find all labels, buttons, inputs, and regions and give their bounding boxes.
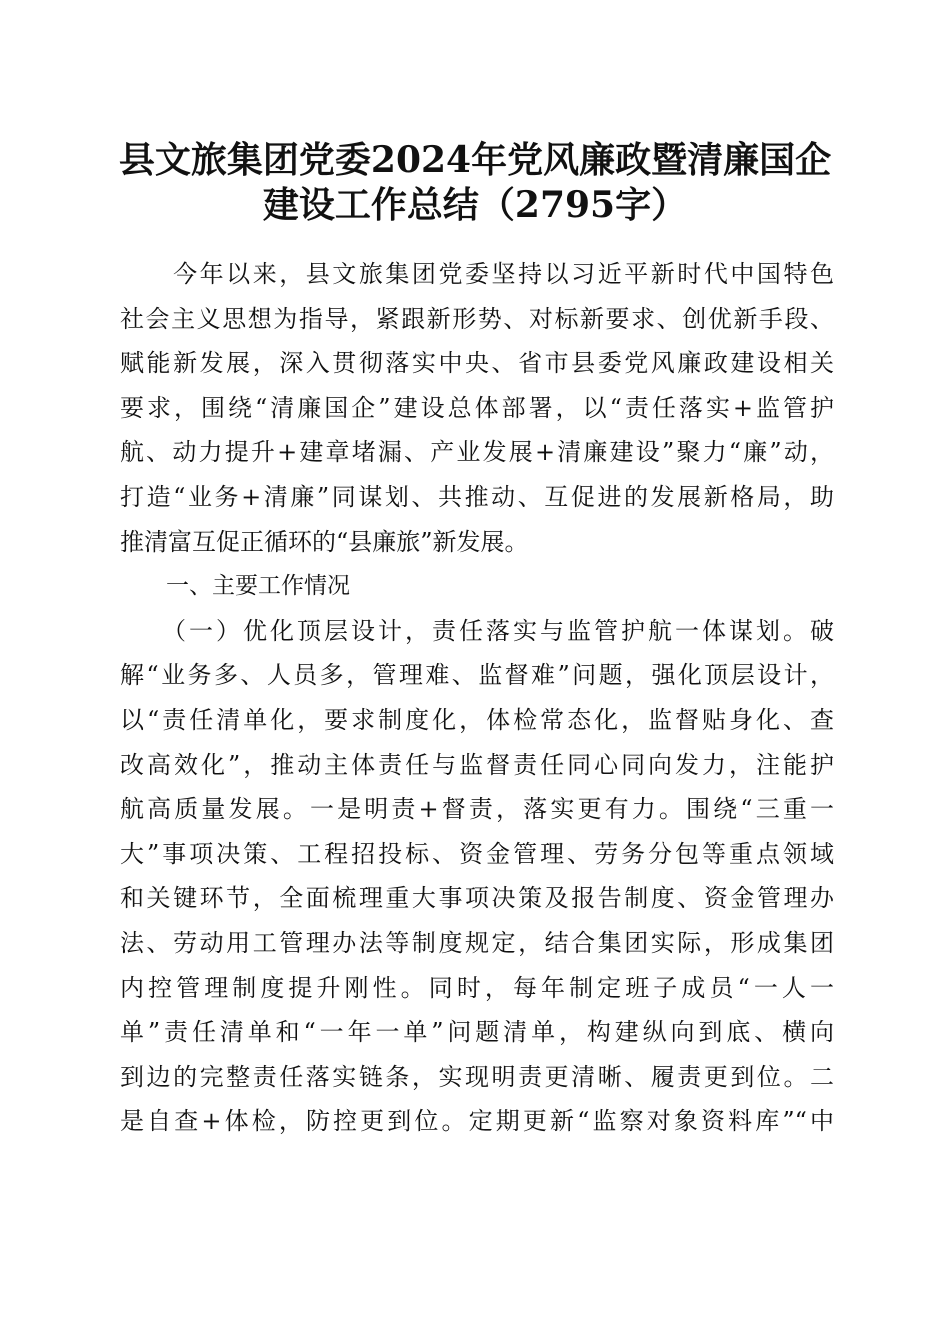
body-line: 和关键环节，全面梳理重大事项决策及报告制度、资金管理办 [120, 884, 834, 913]
body-line: 打造“业务+清廉”同谋划、共推动、互促进的发展新格局，助 [120, 482, 834, 511]
body-line: 今年以来，县文旅集团党委坚持以习近平新时代中国特色 [120, 260, 834, 288]
body-line: 法、劳动用工管理办法等制度规定，结合集团实际，形成集团 [120, 928, 834, 957]
body-line: 是自查+体检，防控更到位。定期更新“监察对象资料库”“中 [120, 1107, 834, 1136]
title-line-1: 县文旅集团党委2024年党风廉政暨清廉国企 [118, 139, 832, 181]
body-line: 推清富互促正循环的“县廉旅”新发展。 [120, 527, 529, 556]
body-line: 到边的完整责任落实链条，实现明责更清晰、履责更到位。二 [120, 1062, 834, 1091]
document-title [0, 136, 950, 225]
body-line: 以“责任清单化，要求制度化，体检常态化，监督贴身化、查 [120, 705, 834, 734]
document-body [120, 252, 834, 1144]
body-line: 航、动力提升+建章堵漏、产业发展+清廉建设”聚力“廉”动， [120, 438, 834, 467]
body-line: 内控管理制度提升刚性。同时，每年制定班子成员“一人一 [120, 973, 834, 1002]
body-line: （一）优化顶层设计，责任落实与监管护航一体谋划。破 [120, 616, 834, 645]
body-line: 要求，围绕“清廉国企”建设总体部署，以“责任落实+监管护 [120, 393, 834, 422]
section-heading: 一、主要工作情况 [120, 573, 350, 600]
body-line: 单”责任清单和“一年一单”问题清单，构建纵向到底、横向 [120, 1018, 834, 1047]
body-line: 改高效化”，推动主体责任与监督责任同心同向发力，注能护 [120, 750, 834, 779]
title-line-2: 建设工作总结（2795字） [262, 183, 688, 226]
body-line: 大”事项决策、工程招投标、资金管理、劳务分包等重点领域 [120, 839, 834, 868]
body-line: 解“业务多、人员多，管理难、监督难”问题，强化顶层设计， [120, 661, 834, 690]
body-line: 赋能新发展，深入贯彻落实中央、省市县委党风廉政建设相关 [120, 349, 834, 378]
body-line: 航高质量发展。一是明责+督责，落实更有力。围绕“三重一 [120, 795, 834, 824]
body-line: 社会主义思想为指导，紧跟新形势、对标新要求、创优新手段、 [120, 304, 834, 333]
